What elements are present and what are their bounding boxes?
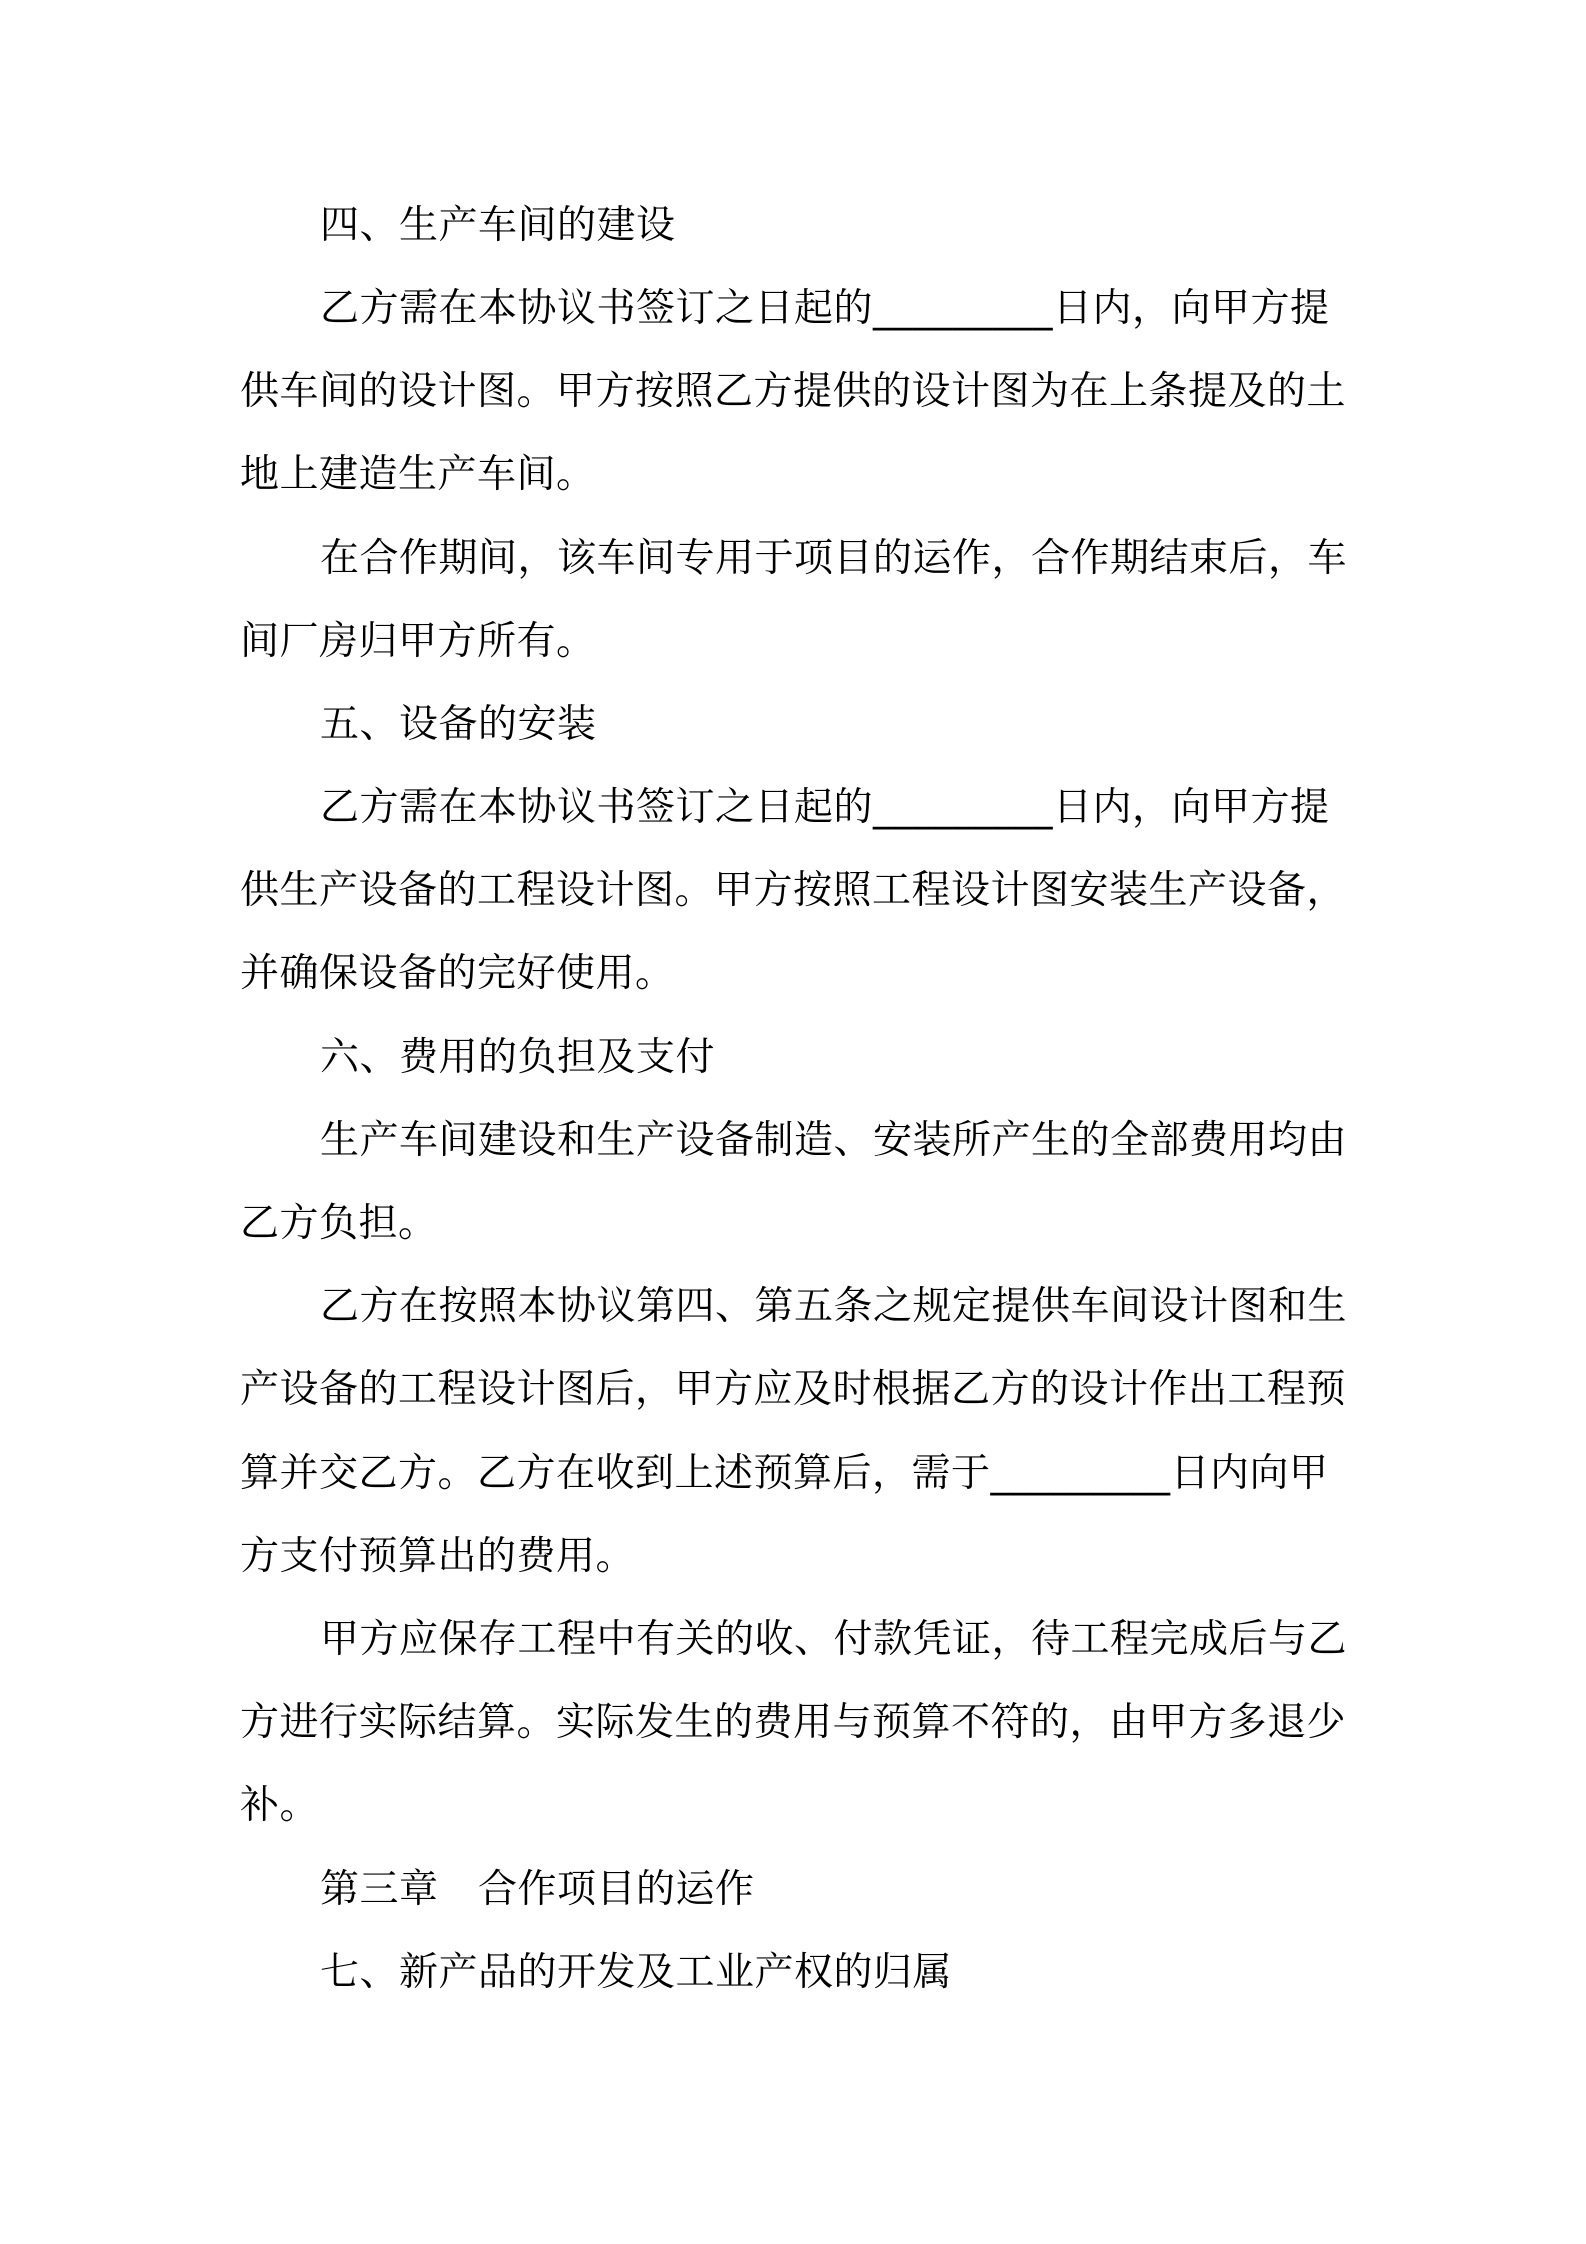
- paragraph-line: 乙方需在本协议书签订之日起的_________日内，向甲方提: [320, 785, 1330, 830]
- paragraph-line: 间厂房归甲方所有。: [240, 619, 596, 664]
- paragraph-line: 生产车间建设和生产设备制造、安装所产生的全部费用均由: [320, 1118, 1348, 1163]
- paragraph-line: 供生产设备的工程设计图。甲方按照工程设计图安装生产设备，: [240, 868, 1347, 913]
- chapter-heading-3: 第三章 合作项目的运作: [320, 1867, 755, 1912]
- paragraph-line: 在合作期间，该车间专用于项目的运作，合作期结束后，车: [320, 536, 1348, 581]
- paragraph-line: 方支付预算出的费用。: [240, 1534, 636, 1579]
- paragraph-line: 算并交乙方。乙方在收到上述预算后，需于_________日内向甲: [240, 1451, 1329, 1496]
- paragraph-line: 方进行实际结算。实际发生的费用与预算不符的，由甲方多退少: [240, 1700, 1347, 1745]
- section-heading-4: 四、生产车间的建设: [320, 203, 676, 248]
- section-heading-7: 七、新产品的开发及工业产权的归属: [320, 1950, 953, 1995]
- paragraph-line: 乙方需在本协议书签订之日起的_________日内，向甲方提: [320, 286, 1330, 331]
- paragraph-line: 乙方在按照本协议第四、第五条之规定提供车间设计图和生: [320, 1284, 1348, 1329]
- paragraph-line: 乙方负担。: [240, 1201, 438, 1246]
- paragraph-line: 供车间的设计图。甲方按照乙方提供的设计图为在上条提及的土: [240, 369, 1347, 414]
- section-heading-6: 六、费用的负担及支付: [320, 1035, 716, 1080]
- paragraph-line: 甲方应保存工程中有关的收、付款凭证，待工程完成后与乙: [320, 1617, 1348, 1662]
- paragraph-line: 补。: [240, 1783, 320, 1828]
- paragraph-line: 地上建造生产车间。: [240, 452, 596, 497]
- paragraph-line: 并确保设备的完好使用。: [240, 951, 675, 996]
- section-heading-5: 五、设备的安装: [320, 702, 597, 747]
- paragraph-line: 产设备的工程设计图后，甲方应及时根据乙方的设计作出工程预: [240, 1367, 1347, 1412]
